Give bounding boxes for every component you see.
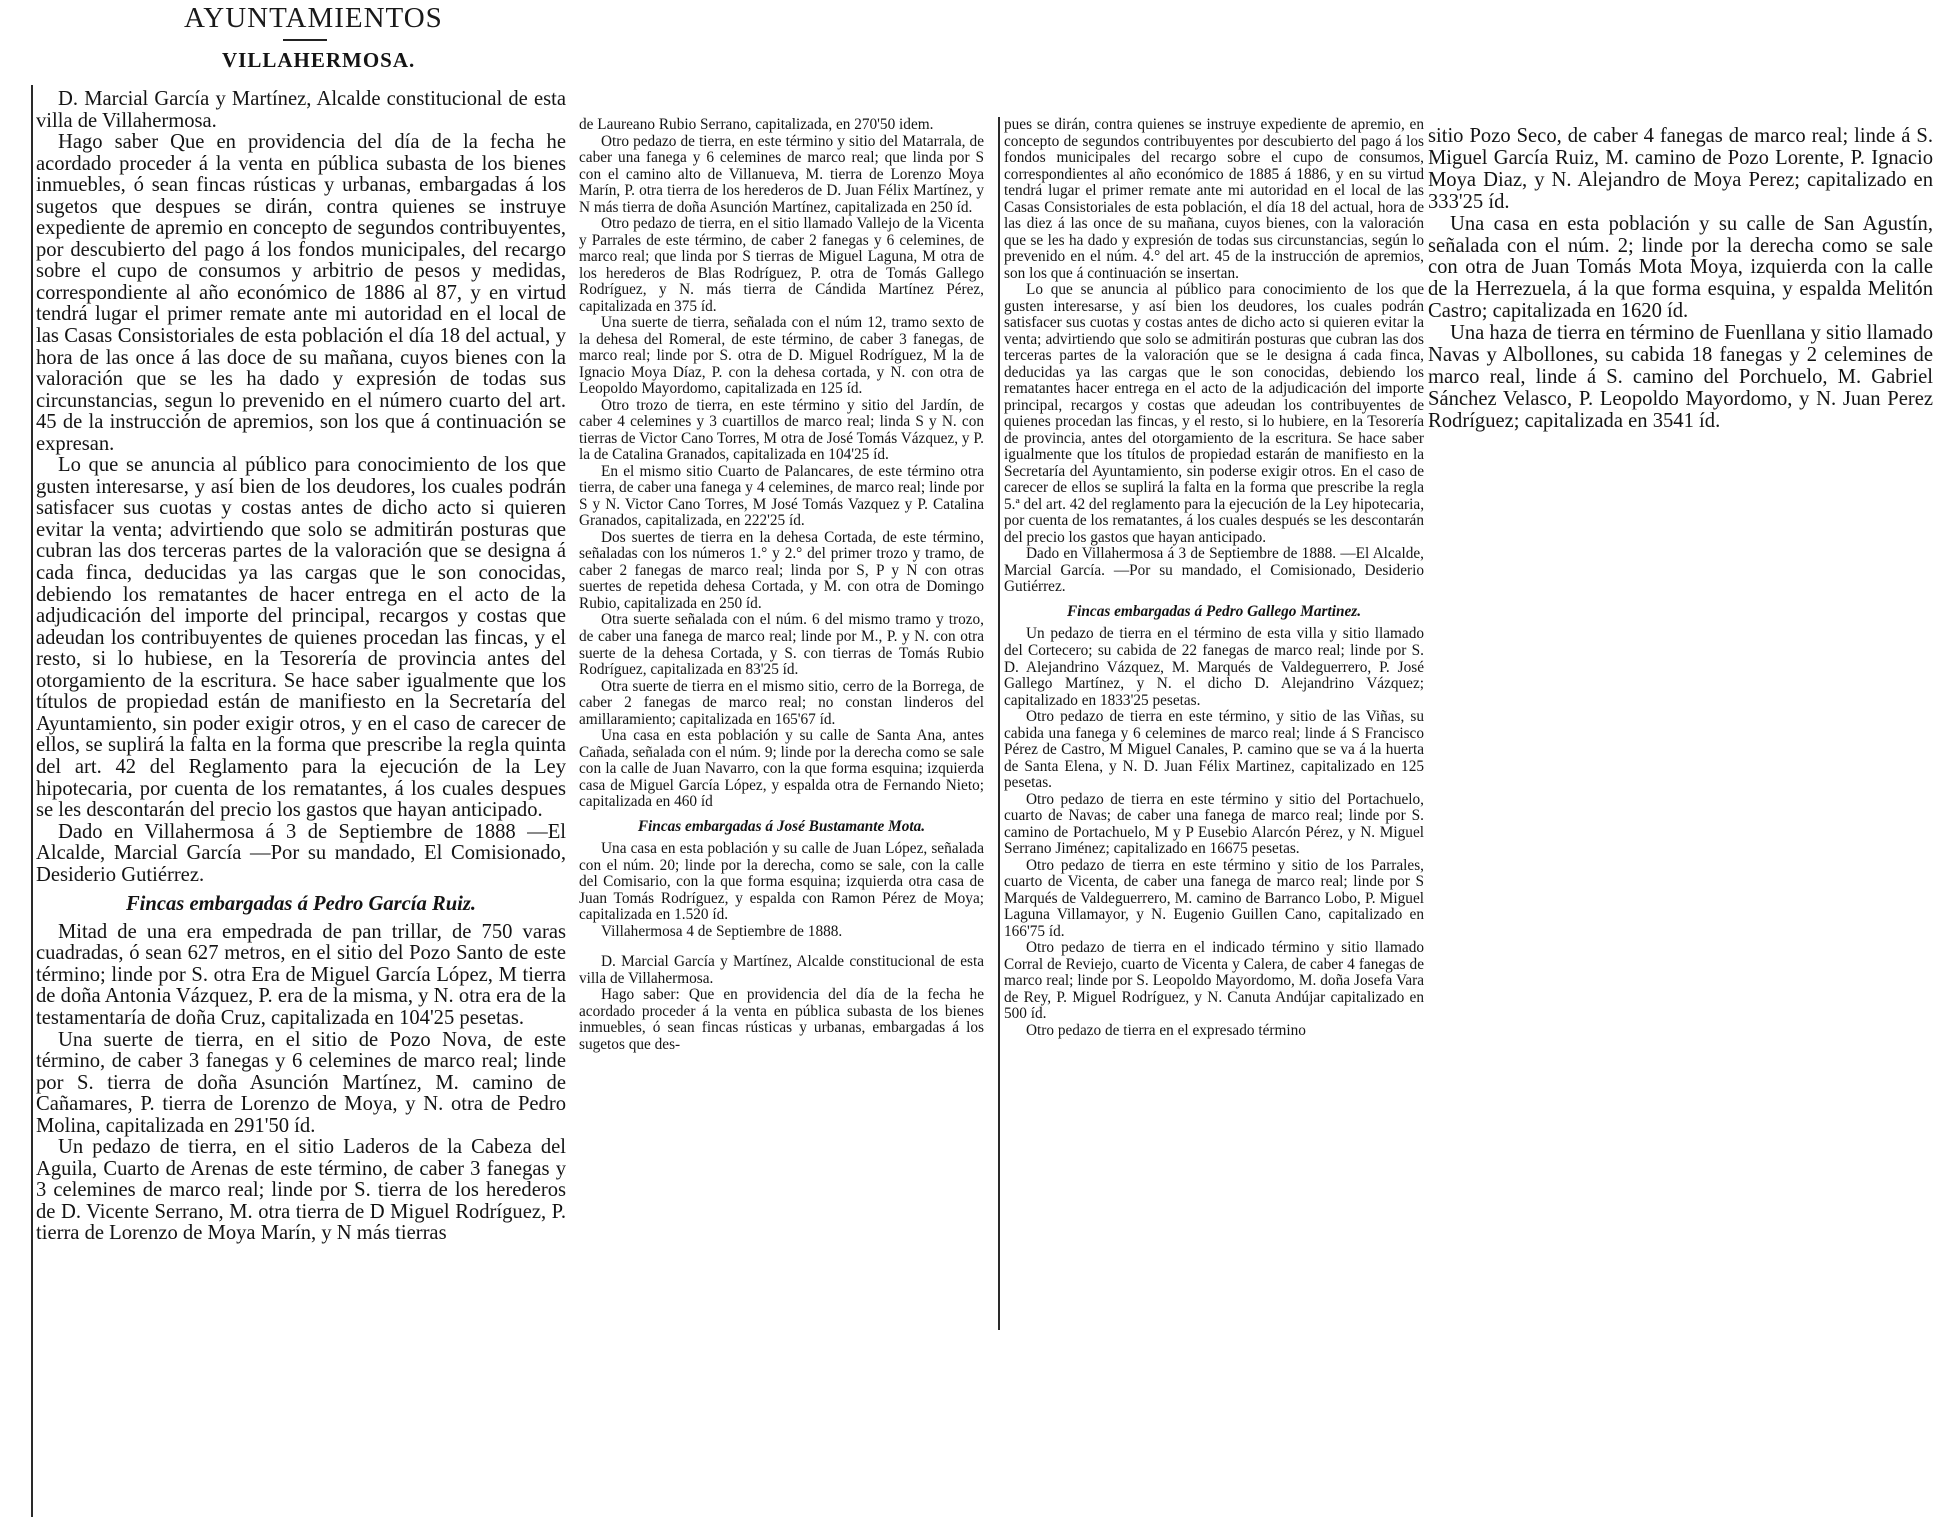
section-title: AYUNTAMIENTOS: [184, 2, 443, 34]
paragraph: Otro pedazo de tierra en el expresado término: [1026, 1021, 1306, 1039]
column-3: [1004, 117, 1424, 1342]
paragraph: En el mismo sitio Cuarto de Palancares, de este término otra tierra, de caber una fanega y 4 celemines, de marco real; linde por S y N. Victor Cano Torres, M José Tomás Vazquez y P. Catalina Granados, capitalizada, en 222'25 íd.: [579, 462, 984, 530]
paragraph: Otro pedazo de tierra en este término, y sitio de las Viñas, su cabida una fanega y 6 celemines de marco real; linde á S Francisco Pérez de Castro, M Miguel Canales, P. camino que se va á la huerta de Santa Elena, y N. D. Juan Félix Martinez, capitalizado en 125 pesetas.: [1004, 708, 1424, 792]
paragraph: Dado en Villahermosa á 3 de Septiembre de 1888 —El Alcalde, Marcial García —Por su mandado, El Comisionado, Desiderio Gutiérrez.: [36, 820, 566, 886]
paragraph: Lo que se anuncia al público para conocimiento de los que gusten interesarse, y así bien los deudores, los cuales podrán satisfacer sus cuotas y costas antes de dicho acto si quieren evitar la venta; advirtiendo que solo se admitirán posturas que cubran las dos terceras partes de la valoración que se le designa á cada finca, deducidas ya las cargas que le son conocidas, debiendo los rematantes hacer entrega en el acto de la adjudicación del importe principal, recargos y costas que adeudan los contribuyentes de quienes procedan las fincas, y el resto, si lo hubiere, en la Tesorería de provincia, antes del otorgamiento de la escritura. Se hace saber igualmente que los títulos de propiedad estarán de manifiesto en la Secretaría del Ayuntamiento, sin poderse exigir otros. En el caso de carecer de ellos se suplirá la falta en la forma que prescribe la regla 5.ª del art. 42 del reglamento para la ejecución de la Ley hipotecaria, por cuenta de los rematantes, á los cuales después se les descontarán del precio los gastos que hayan anticipado.: [1004, 281, 1424, 546]
paragraph: Otra suerte señalada con el núm. 6 del mismo tramo y trozo, de caber una fanega de marco real; linde por M., P. y N. con otra suerte de la dehesa Cortada, y S. con tierras de Tomás Rubio Rodríguez, capitalizada en 83'25 íd.: [579, 611, 984, 679]
section-heading: Fincas embargadas á Pedro Gallego Martinez.: [1066, 602, 1362, 620]
paragraph: D. Marcial García y Martínez, Alcalde constitucional de esta villa de Villahermosa.: [579, 953, 984, 987]
paragraph: Un pedazo de tierra en el término de esta villa y sitio llamado del Cortecero; su cabida de 22 fanegas de marco real; linde por S. D. Alejandrino Vázquez, M. Marqués de Valdeguerrero, P. José Gallego Martínez, y N. el dicho D. Alejandrino Vázquez; capitalizado en 1833'25 pesetas.: [1004, 625, 1424, 709]
paragraph: Otro pedazo de tierra en este término y sitio de los Parrales, cuarto de Vicenta, de caber una fanega de marco real; linde por S Marqués de Valdeguerrero, M. camino de Barranco Lobo, P. Miguel Laguna Villamayor, y N. Eugenio Guillen Cano, capitalizado en 166'75 íd.: [1004, 856, 1424, 940]
paragraph: D. Marcial García y Martínez, Alcalde constitucional de esta villa de Villahermosa.: [36, 89, 566, 132]
paragraph: sitio Pozo Seco, de caber 4 fanegas de marco real; linde á S. Miguel García Ruiz, M. camino de Pozo Lorente, P. Ignacio Moya Diaz, y N. Alejandro de Moya Perez; capitalizado en 333'25 íd.: [1428, 126, 1933, 213]
paragraph: Una suerte de tierra, en el sitio de Pozo Nova, de este término, de caber 3 fanegas y 6 celemines de marco real; linde por S. tierra de doña Asunción Martínez, M. camino de Cañamares, P. tierra de Lorenzo de Moya, y N. otra de Pedro Molina, capitalizada en 291'50 íd.: [36, 1028, 566, 1137]
paragraph: Villahermosa 4 de Septiembre de 1888.: [601, 922, 843, 940]
paragraph: Dado en Villahermosa á 3 de Septiembre de 1888. —El Alcalde, Marcial García. —Por su mandado, el Comisionado, Desiderio Gutiérrez.: [1004, 545, 1424, 596]
paragraph: Otro pedazo de tierra en este término y sitio del Portachuelo, cuarto de Navas; de caber una fanega de marco real; linde por S. camino de Portachuelo, M y P Eusebio Alarcón Pérez, y N. Miguel Serrano Jiménez; capitalizado en 16675 pesetas.: [1004, 790, 1424, 858]
paragraph: Dos suertes de tierra en la dehesa Cortada, de este término, señaladas con los números 1.° y 2.° del primer trozo y tramo, de caber 2 fanegas de marco real; linda por S, P y N con otras suertes de repetida dehesa Cortada, y M. con otra de Domingo Rubio, capitalizada en 250 íd.: [579, 528, 984, 612]
title-rule: [283, 39, 327, 41]
paragraph: Una casa en esta población y su calle de San Agustín, señalada con el núm. 2; linde por la derecha como se sale con otra de Juan Tomás Mota Moya, izquierda con la calle de la Herrezuela, á la que forma esquina, y espalda Melitón Castro; capitalizada en 1620 íd.: [1428, 212, 1933, 323]
paragraph: Otra suerte de tierra en el mismo sitio, cerro de la Borrega, de caber 2 fanegas de marco real; no constan linderos del amillaramiento; capitalizada en 165'67 íd.: [579, 677, 984, 728]
paragraph: Un pedazo de tierra, en el sitio Laderos de la Cabeza del Aguila, Cuarto de Arenas de este término, de caber 3 fanegas y 3 celemines de marco real; linde por S. tierra de los herederos de D. Vicente Serrano, M. otra tierra de D Miguel Rodríguez, P. tierra de Lorenzo de Moya Marín, y N más tierras: [36, 1136, 566, 1245]
paragraph: pues se dirán, contra quienes se instruye expediente de apremio, en concepto de segundos contribuyentes por descubierto del pago á los fondos municipales del recargo sobre el cupo de consumos, correspondientes al año económico de 1885 á 1886, y en su virtud tendrá lugar el primer remate ante mi autoridad en el local de las Casas Consistoriales de esta población, el día 18 del actual, hora de las diez á las once de su mañana, cuyos bienes, con la valoración que se les ha dado y expresión de todas sus circunstancias, según lo prevenido en el núm. 4.° del art. 45 de la instrucción de apremios, son los que á continuación se insertan.: [1004, 117, 1424, 282]
section-heading: Fincas embargadas á Pedro García Ruiz.: [125, 893, 477, 916]
paragraph: Mitad de una era empedrada de pan trillar, de 750 varas cuadradas, ó sean 627 metros, en el sitio del Pozo Santo de este término; linde por S. otra Era de Miguel García López, M tierra de doña Antonia Vázquez, P. era de la misma, y N. otra era de la testamentaría de doña Cruz, capitalizada en 104'25 pesetas.: [36, 920, 566, 1029]
paragraph: Hago saber Que en providencia del día de la fecha he acordado proceder á la venta en pública subasta de los bienes inmuebles, ó sean fincas rústicas y urbanas, embargadas á los sugetos que despues se dirán, contra quienes se instruye expediente de apremio en concepto de segundos contribuyentes, por descubierto del pago á los fondos municipales, del recargo sobre el cupo de consumos y arbitrio de pesos y medidas, correspondiente al año económico de 1886 al 87, y en virtud tendrá lugar el primer remate ante mi autoridad en el local de las Casas Consistoriales de esta población el día 18 del actual, y hora de las once á las doce de su mañana, cuyos bienes con la valoración que se les ha dado y expresión de todas sus circunstancias, segun lo prevenido en el número cuarto del art. 45 de la instrucción de apremios, son los que á continuación se expresan.: [36, 131, 566, 455]
paragraph: Una casa en esta población y su calle de Juan López, señalada con el núm. 20; linde por la derecha, como se sale, con la calle del Comisario, con la que forma esquina; izquierda otra casa de Juan Tomás Rodríguez, y espalda con Ramon Pérez de Moya; capitalizada en 1.520 íd.: [579, 840, 984, 924]
left-margin-rule: [31, 85, 33, 1517]
column-4: [1428, 126, 1933, 466]
column-2: [579, 117, 984, 1347]
town-title: VILLAHERMOSA.: [222, 48, 416, 72]
paragraph: Una casa en esta población y su calle de Santa Ana, antes Cañada, señalada con el núm. 9; linde por la derecha como se sale con la calle de Juan Navarro, con la que forma esquina; izquierda casa de Miguel García López, y espalda otra de Fernando Nieto; capitalizada en 460 íd: [579, 727, 984, 811]
paragraph: Otro trozo de tierra, en este término y sitio del Jardín, de caber 4 celemines y 3 cuartillos de marco real; linda S y N. con tierras de Victor Cano Torres, M otra de José Tomás Vázquez, y P. la de Catalina Granados, capitalizada en 104'25 íd.: [579, 396, 984, 464]
paragraph: Una haza de tierra en término de Fuenllana y sitio llamado Navas y Albollones, su cabida 18 fanegas y 2 celemines de marco real, linde á S. camino del Porchuelo, M. Gabriel Sánchez Velasco, P. Leopoldo Mayordomo, y N. Juan Perez Rodríguez; capitalizada en 3541 íd.: [1428, 322, 1933, 432]
spacer: [579, 940, 984, 954]
paragraph: Lo que se anuncia al público para conocimiento de los que gusten interesarse, y así bien de los deudores, los cuales podrán satisfacer sus cuotas y costas antes de dicho acto si quieren evitar la venta; advirtiendo que solo se admitirán posturas que cubran las dos terceras partes de la valoración que se designa á cada finca, deducidas ya las cargas que le son conocidas, debiendo los rematantes de hacer entrega en el acto de la adjudicación del importe del principal, recargos y costas que adeudan los contribuyentes de quienes procedan las fincas, y el resto, si lo hubiese, en la Tesorería de provincia antes del otorgamiento de la escritura. Se hace saber igualmente que los títulos de propiedad están de manifiesto en la Secretaría del Ayuntamiento, sin poder exigir otros, y en el caso de carecer de ellos, se suplirá la falta en la forma que prescribe la regla quinta del art. 42 del Reglamento para la ejecución de la Ley hipotecaria, por cuenta de los rematantes, á los cuales despues se les descontarán del precio los gastos que hayan anticipado.: [36, 454, 566, 822]
paragraph: de Laureano Rubio Serrano, capitalizada, en 270'50 idem.: [579, 117, 934, 133]
paragraph: Otro pedazo de tierra, en este término y sitio del Matarrala, de caber una fanega y 6 celemines de marco real; que linda por S con el camino alto de Villanueva, M. tierra de Lorenzo Moya Marín, P. otra tierra de los herederos de D. Juan Félix Martínez, y N más tierra de doña Asunción Martínez, capitalizada en 250 íd.: [579, 132, 984, 216]
paragraph: Hago saber: Que en providencia del día de la fecha he acordado proceder á la venta en pública subasta de los bienes inmuebles, ó sean fincas rústicas y urbanas, embargadas á los sugetos que des-: [579, 986, 984, 1053]
column-divider: [998, 117, 1000, 1330]
column-1: [36, 89, 566, 1519]
paragraph: Una suerte de tierra, señalada con el núm 12, tramo sexto de la dehesa del Romeral, de este término, de caber 3 fanegas, de marco real; linde por S. otra de D. Miguel Rodríguez, M la de Ignacio Moya Díaz, P. con la dehesa cortada, y N. con otra de Leopoldo Mayordomo, capitalizada en 125 íd.: [579, 314, 984, 398]
paragraph: Otro pedazo de tierra en el indicado término y sitio llamado Corral de Reviejo, cuarto de Vicenta y Calera, de caber 4 fanegas de marco real; linde por S. Leopoldo Mayordomo, M. doña Josefa Vara de Rey, P. Miguel Rodríguez, y N. Canuta Andújar capitalizado en 500 íd.: [1004, 939, 1424, 1023]
paragraph: Otro pedazo de tierra, en el sitio llamado Vallejo de la Vicenta y Parrales de este término, de caber 2 fanegas y 6 celemines, de marco real; que linda por S tierras de Miguel Laguna, M otra de los herederos de Blas Rodríguez, P. otra de Tomás Gallego Rodríguez, y N. más tierra de Cándida Martínez Pérez, capitalizada en 375 íd.: [579, 215, 984, 315]
section-heading: Fincas embargadas á José Bustamante Mota.: [637, 817, 926, 835]
